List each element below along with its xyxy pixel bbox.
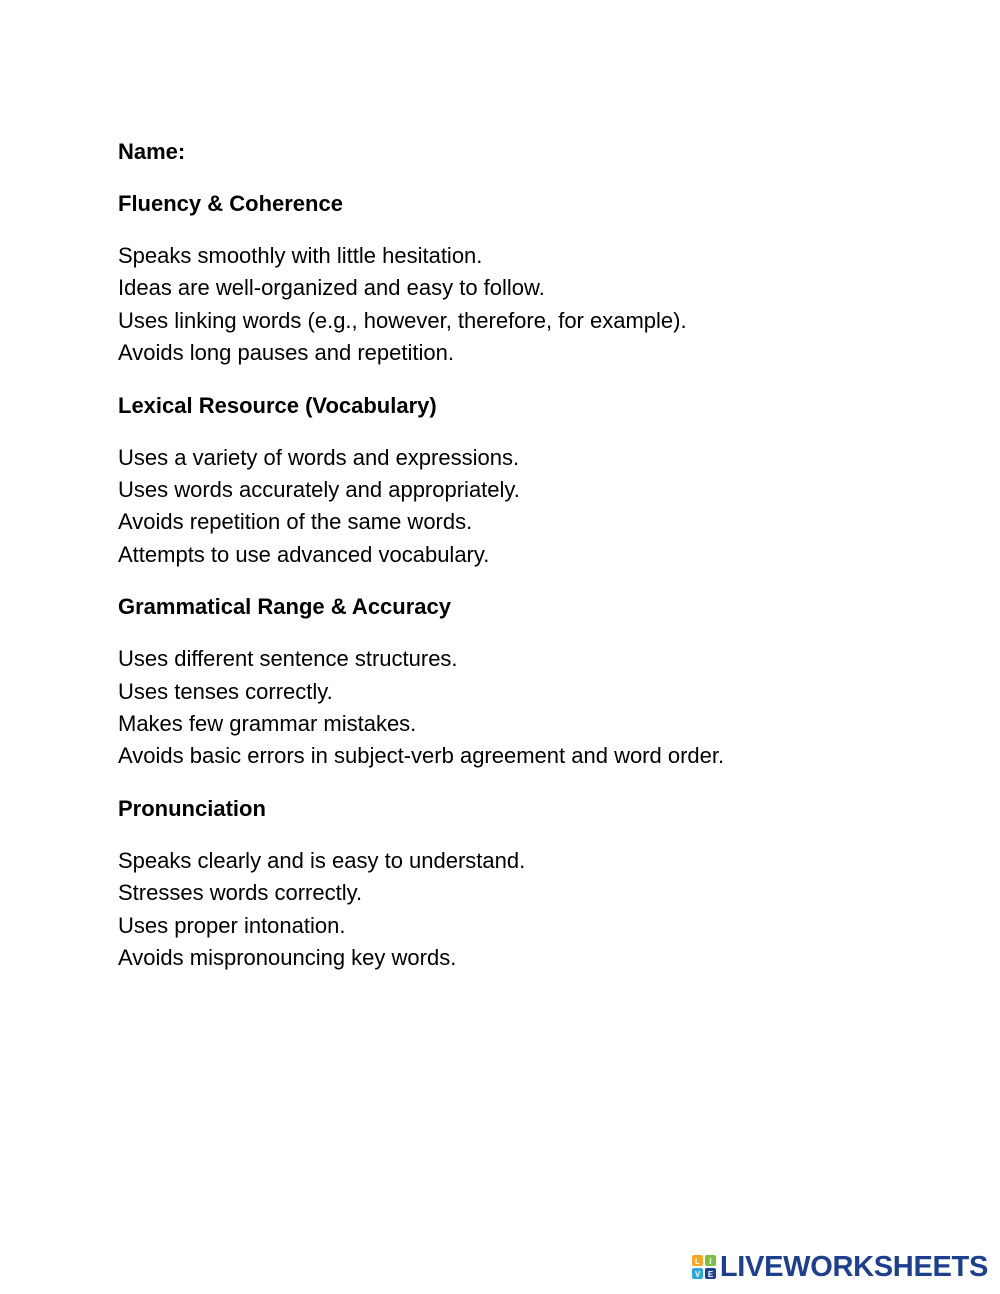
criteria-item: Uses tenses correctly. [118,678,333,704]
criteria-item: Avoids mispronouncing key words. [118,945,457,971]
criteria-item: Uses linking words (e.g., however, therefore, for example). [118,307,687,333]
section-heading: Fluency & Coherence [118,191,343,216]
section-heading: Grammatical Range & Accuracy [118,594,451,620]
section-fluency [118,188,938,370]
liveworksheets-brand[interactable] [691,1252,988,1282]
svg-text:I: I [709,1257,712,1266]
svg-text:L: L [694,1257,700,1266]
section-heading: Pronunciation [118,795,266,821]
criteria-item: Avoids long pauses and repetition. [118,340,454,366]
criteria-item: Avoids repetition of the same words. [118,509,473,535]
svg-text:E: E [707,1270,714,1279]
criteria-item: Uses a variety of words and expressions. [118,444,520,470]
criteria-item: Uses different sentence structures. [118,646,458,672]
criteria-item: Attempts to use advanced vocabulary. [118,541,490,567]
criteria-item: Stresses words correctly. [118,880,363,906]
criteria-list [118,240,938,370]
section-heading: Lexical Resource (Vocabulary) [118,392,437,418]
section-lexical [118,390,938,572]
criteria-item: Uses proper intonation. [118,912,346,938]
liveworksheets-logo-icon [691,1254,717,1280]
worksheet-page [118,136,938,995]
section-pronunciation [118,793,938,975]
criteria-item: Speaks clearly and is easy to understand. [118,847,526,873]
criteria-item: Avoids basic errors in subject-verb agreement and word order. [118,743,725,769]
name-label: Name: [118,139,186,164]
criteria-list [118,643,938,773]
criteria-item: Makes few grammar mistakes. [118,711,417,737]
criteria-item: Uses words accurately and appropriately. [118,477,520,503]
svg-text:V: V [694,1270,701,1279]
brand-text: LIVEWORKSHEETS [719,1251,988,1283]
criteria-list [118,845,938,975]
criteria-item: Speaks smoothly with little hesitation. [118,243,483,268]
criteria-item: Ideas are well-organized and easy to follow. [118,275,545,301]
section-grammar [118,591,938,773]
criteria-list [118,442,938,572]
